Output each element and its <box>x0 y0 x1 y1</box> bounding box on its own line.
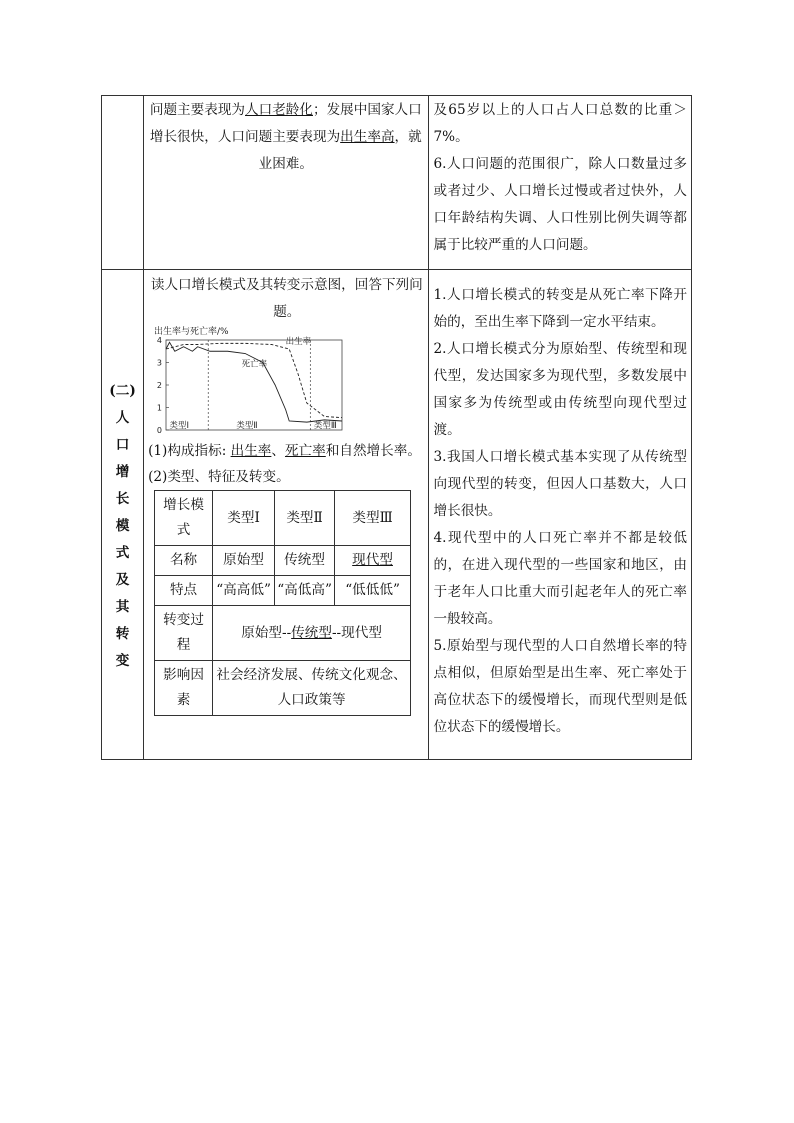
region-label: 类型Ⅱ <box>236 421 258 431</box>
inner-r3-1 <box>213 606 411 661</box>
region-label: 类型Ⅰ <box>169 421 190 431</box>
inner-row-name <box>155 546 411 576</box>
item-2: (2)类型、特征及转变。 <box>148 469 290 485</box>
row1-middle-cell <box>144 96 428 270</box>
section-label-char: 其 <box>115 599 130 615</box>
chart-title: 出生率与死亡率/% <box>154 327 229 337</box>
series-line <box>166 343 342 417</box>
inner-h2: 类型Ⅱ <box>275 491 335 546</box>
inner-r1-1: 原始型 <box>213 546 275 576</box>
section-label-char: (二) <box>109 383 136 399</box>
row1-right-p1: 及65岁以上的人口占人口总数的比重＞7%。 <box>433 102 687 145</box>
section-label-vertical <box>102 270 144 760</box>
inner-r2-3: “低低低” <box>335 576 411 606</box>
item1-suffix: 和自然增长率。 <box>325 443 421 459</box>
inner-h3: 类型Ⅲ <box>335 491 411 546</box>
region-label: 类型Ⅲ <box>313 421 337 431</box>
section-label-char: 增 <box>115 464 130 480</box>
inner-r2-0: 特点 <box>155 576 213 606</box>
row1-text-aging: 人口老龄化 <box>245 102 313 118</box>
series-label-birth: 出生率 <box>285 336 312 347</box>
row2-right-p4: 4.现代型中的人口死亡率并不都是较低的，在进入现代型的一些国家和地区，由于老年人口比重大而引起老年人的死亡率一般较高。 <box>433 530 687 627</box>
document-sheet <box>101 95 692 760</box>
y-tick-label: 1 <box>156 403 163 413</box>
process-b: 传统型 <box>291 624 332 641</box>
section-label-char: 及 <box>115 572 130 588</box>
process-a: 原始型 <box>241 624 282 641</box>
row2-right-cell <box>428 270 691 760</box>
item1-prefix: (1)构成指标: <box>148 443 231 459</box>
inner-r2-2: “高低高” <box>275 576 335 606</box>
chart-frame <box>166 340 342 430</box>
population-chart <box>152 326 348 438</box>
main-table <box>101 95 692 760</box>
section-label-char: 口 <box>115 437 130 453</box>
table-row-2 <box>102 270 692 760</box>
inner-r4-0: 影响因素 <box>155 661 213 716</box>
item1-death: 死亡率 <box>284 443 326 459</box>
inner-r1-0: 名称 <box>155 546 213 576</box>
item-1 <box>148 438 425 464</box>
section-label-char: 长 <box>115 491 130 507</box>
item1-birth: 出生率 <box>230 443 272 459</box>
y-tick-label: 0 <box>156 426 163 435</box>
inner-r4-1: 社会经济发展、传统文化观念、人口政策等 <box>213 661 411 716</box>
growth-mode-table <box>154 490 411 716</box>
inner-r3-0: 转变过程 <box>155 606 213 661</box>
row1-right-p2: 6.人口问题的范围很广，除人口数量过多或者过少、人口增长过慢或者过快外，人口年龄结构失调、人口性别比例失调等都属于比较严重的人口问题。 <box>433 156 687 253</box>
row1-text-b: ；发展中国家人口增长很快，人口问题主要表现为 <box>149 102 422 145</box>
row1-label-cell <box>102 96 144 270</box>
row1-right-cell <box>428 96 691 270</box>
section-label-char: 人 <box>115 410 130 426</box>
y-tick-label: 3 <box>156 358 163 368</box>
row2-right-p5: 5.原始型与现代型的人口自然增长率的特点相似，但原始型是出生率、死亡率处于高位状态下的缓慢增长，而现代型则是低位状态下的缓慢增长。 <box>433 638 687 735</box>
process-c: 现代型 <box>341 624 382 641</box>
chart-svg <box>152 326 348 438</box>
row2-right-p2: 2.人口增长模式分为原始型、传统型和现代型，发达国家多为现代型，多数发展中国家多为传统型或由传统型向现代型过渡。 <box>433 341 687 438</box>
table-row-1 <box>102 96 692 270</box>
process-arrow-2: -- <box>331 624 342 641</box>
inner-header-row <box>155 491 411 546</box>
row1-text-a: 问题主要表现为 <box>149 102 246 118</box>
inner-row-process <box>155 606 411 661</box>
series-label-death: 死亡率 <box>241 359 268 370</box>
inner-r1-3: 现代型 <box>335 546 411 576</box>
row2-right-p1: 1.人口增长模式的转变是从死亡率下降开始的，至出生率下降到一定水平结束。 <box>433 287 687 330</box>
section-label-char: 转 <box>115 626 130 642</box>
inner-r2-1: “高高低” <box>213 576 275 606</box>
inner-r1-2: 传统型 <box>275 546 335 576</box>
row2-middle-cell <box>144 270 428 760</box>
row1-text-highbirth: 出生率高 <box>340 129 395 145</box>
y-tick-label: 2 <box>156 381 163 390</box>
section-label-char: 式 <box>115 545 130 561</box>
row2-right-p3: 3.我国人口增长模式基本实现了从传统型向现代型的转变，但因人口基数大，人口增长很快。 <box>433 449 687 519</box>
process-arrow-1: -- <box>281 624 292 641</box>
y-tick-label: 4 <box>156 336 163 345</box>
section-label-char: 变 <box>115 653 130 669</box>
row1-text-c: ，就业困难。 <box>258 129 422 172</box>
inner-h0: 增长模式 <box>155 491 213 546</box>
inner-h1: 类型Ⅰ <box>213 491 275 546</box>
inner-row-factor <box>155 661 411 716</box>
chart-intro: 读人口增长模式及其转变示意图，回答下列问题。 <box>150 277 423 320</box>
item1-sep: 、 <box>271 443 285 459</box>
inner-row-feature <box>155 576 411 606</box>
section-label-char: 模 <box>115 518 130 534</box>
